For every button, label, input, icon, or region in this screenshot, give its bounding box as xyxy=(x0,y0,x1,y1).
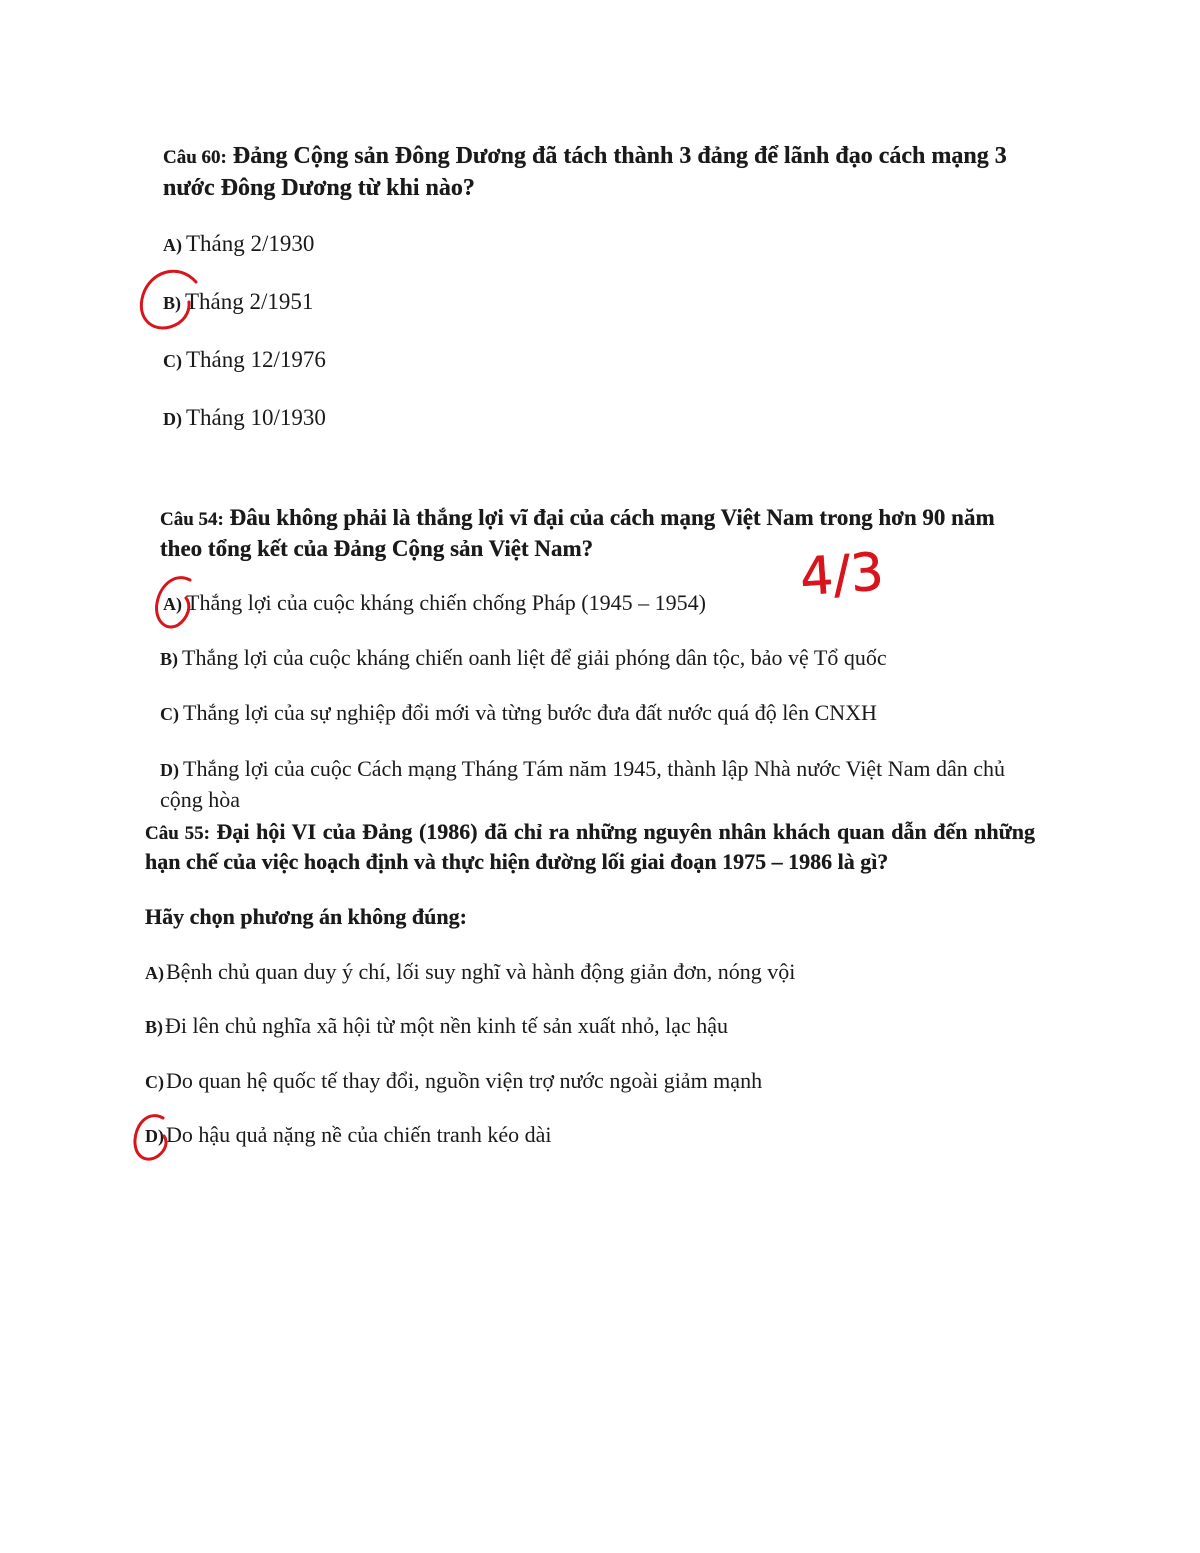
question-instruction: Hãy chọn phương án không đúng: xyxy=(145,904,467,929)
option-c: C) Tháng 12/1976 xyxy=(163,347,326,372)
option-c: C) Thắng lợi của sự nghiệp đổi mới và từng bước đưa đất nước quá độ lên CNXH xyxy=(160,700,877,725)
question-54 xyxy=(160,503,1040,563)
option-a: A) Tháng 2/1930 xyxy=(163,231,315,256)
option-b: B) Tháng 2/1951 xyxy=(163,289,314,314)
option-c: C)Do quan hệ quốc tế thay đổi, nguồn viện trợ nước ngoài giảm mạnh xyxy=(145,1068,763,1093)
option-d: D) Tháng 10/1930 xyxy=(163,405,326,430)
option-d: D) Thắng lợi của cuộc Cách mạng Tháng Tám năm 1945, thành lập Nhà nước Việt Nam dân chủ cộng hòa xyxy=(160,756,1005,812)
option-b: B)Đi lên chủ nghĩa xã hội từ một nền kinh tế sản xuất nhỏ, lạc hậu xyxy=(145,1013,729,1038)
question-55 xyxy=(145,818,1035,876)
score-note: 4/3 xyxy=(798,542,886,609)
option-a: A) Thắng lợi của cuộc kháng chiến chống Pháp (1945 – 1954) xyxy=(163,590,706,615)
question-label: Câu 54: xyxy=(160,509,224,530)
question-text: Đâu không phải là thắng lợi vĩ đại của cách mạng Việt Nam trong hơn 90 năm theo tổng kết của Đảng Cộng sản Việt Nam? xyxy=(160,505,995,561)
question-label: Câu 55: xyxy=(145,823,210,844)
option-a: A)Bệnh chủ quan duy ý chí, lối suy nghĩ và hành động giản đơn, nóng vội xyxy=(145,959,796,984)
question-label: Câu 60: xyxy=(163,147,227,168)
question-60 xyxy=(163,141,1033,204)
question-text: Đảng Cộng sản Đông Dương đã tách thành 3 đảng để lãnh đạo cách mạng 3 nước Đông Dương từ khi nào? xyxy=(163,143,1007,201)
option-d: D)Do hậu quả nặng nề của chiến tranh kéo dài xyxy=(145,1122,552,1147)
question-text: Đại hội VI của Đảng (1986) đã chỉ ra những nguyên nhân khách quan dẫn đến những hạn chế của việc hoạch định và thực hiện đường lối giai đoạn 1975 – 1986 là gì? xyxy=(145,819,1036,874)
option-b: B) Thắng lợi của cuộc kháng chiến oanh liệt để giải phóng dân tộc, bảo vệ Tổ quốc xyxy=(160,645,887,670)
